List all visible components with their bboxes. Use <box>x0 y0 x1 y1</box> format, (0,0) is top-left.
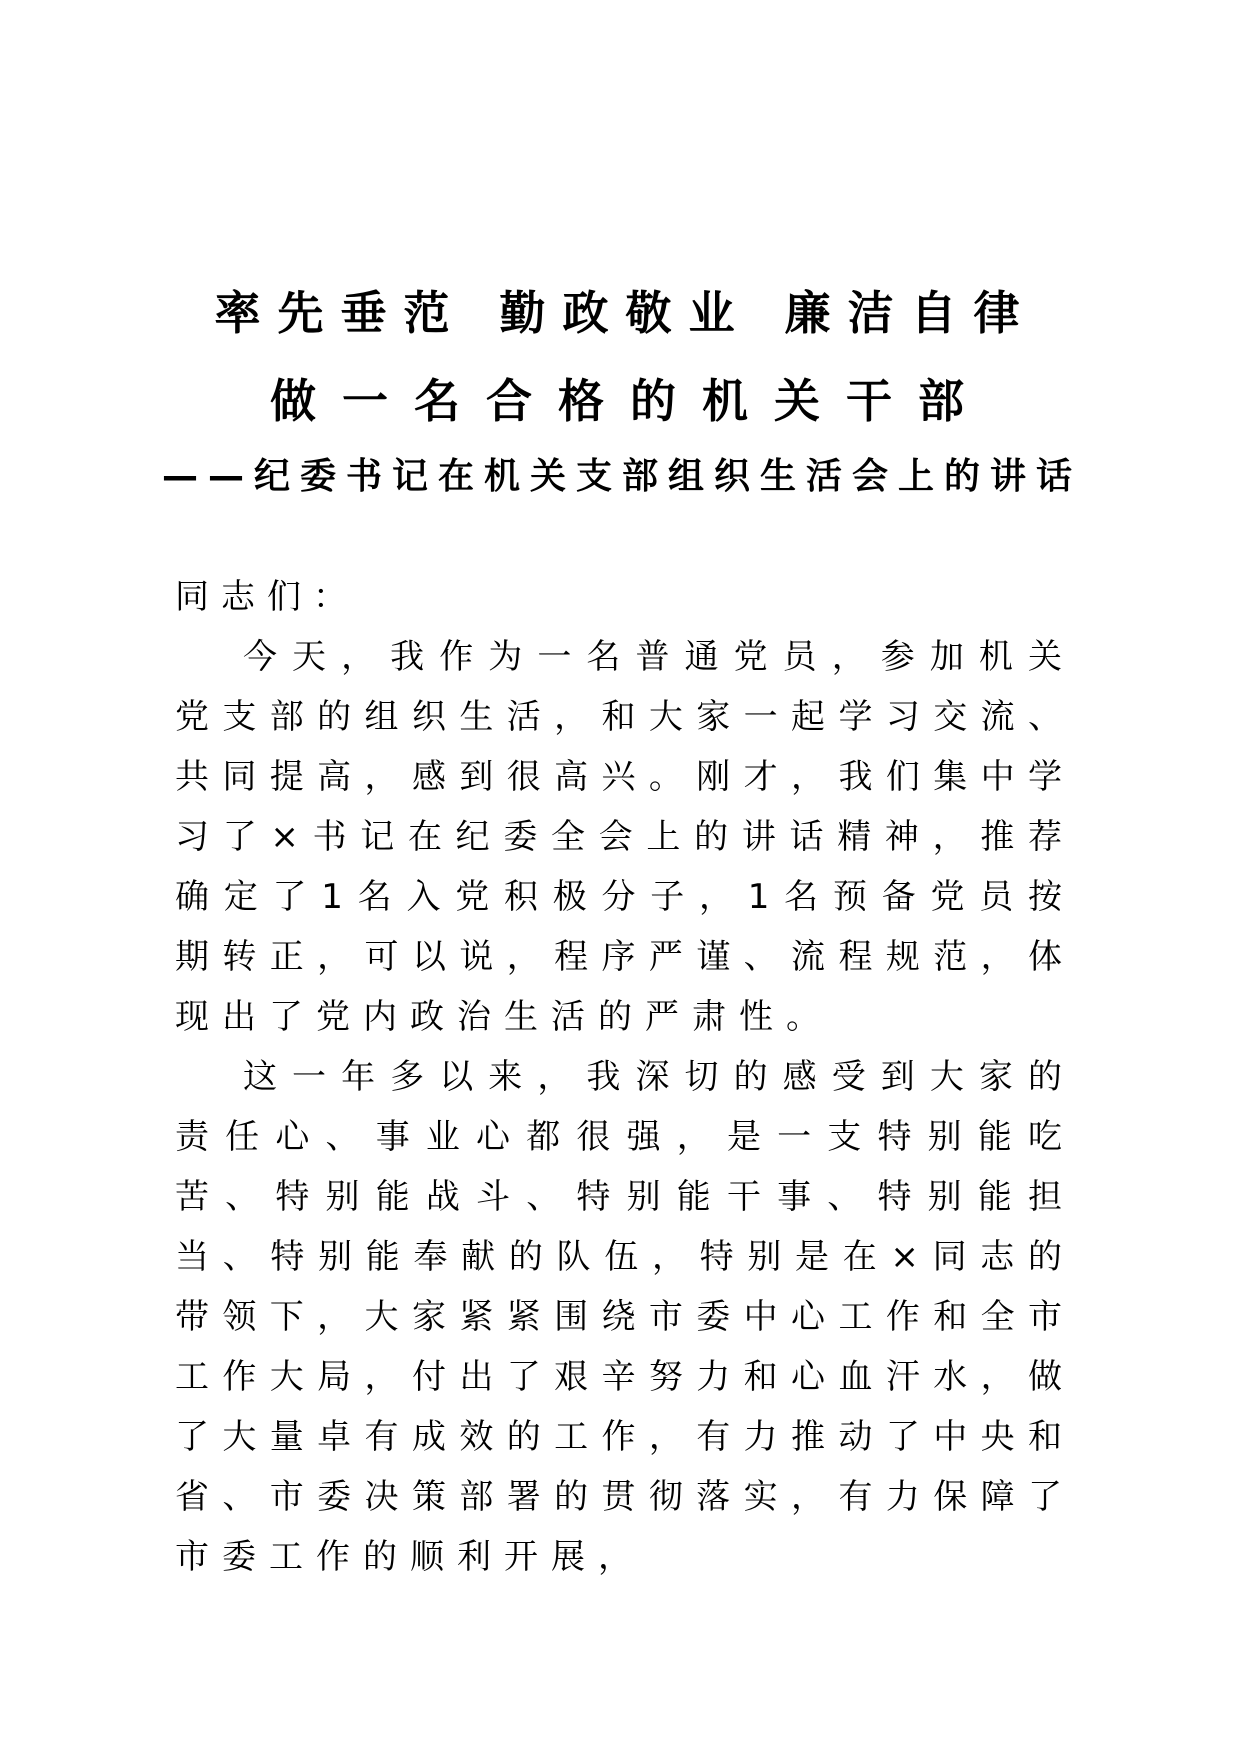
subtitle: ——纪委书记在机关支部组织生活会上的讲话 <box>161 456 1082 497</box>
speech-body <box>175 567 1075 1587</box>
title-line-1: 率先垂范 勤政敬业 廉洁自律 <box>214 286 1037 340</box>
paragraph: 这一年多以来，我深切的感受到大家的责任心、事业心都很强，是一支特别能吃苦、特别能战斗、特别能干事、特别能担当、特别能奉献的队伍，特别是在×同志的带领下，大家紧紧围绕市委中心工作和全市工作大局，付出了艰辛努力和心血汗水，做了大量卓有成效的工作，有力推动了中央和省、市委决策部署的贯彻落实，有力保障了市委工作的顺利开展， <box>175 1057 1075 1577</box>
paragraph: 今天，我作为一名普通党员，参加机关党支部的组织生活，和大家一起学习交流、共同提高，感到很高兴。刚才，我们集中学习了×书记在纪委全会上的讲话精神，推荐确定了1名入党积极分子，1名预备党员按期转正，可以说，程序严谨、流程规范，体现出了党内政治生活的严肃性。 <box>175 637 1075 1037</box>
greeting: 同志们： <box>175 577 359 617</box>
title-line-2: 做一名合格的机关干部 <box>270 374 990 428</box>
